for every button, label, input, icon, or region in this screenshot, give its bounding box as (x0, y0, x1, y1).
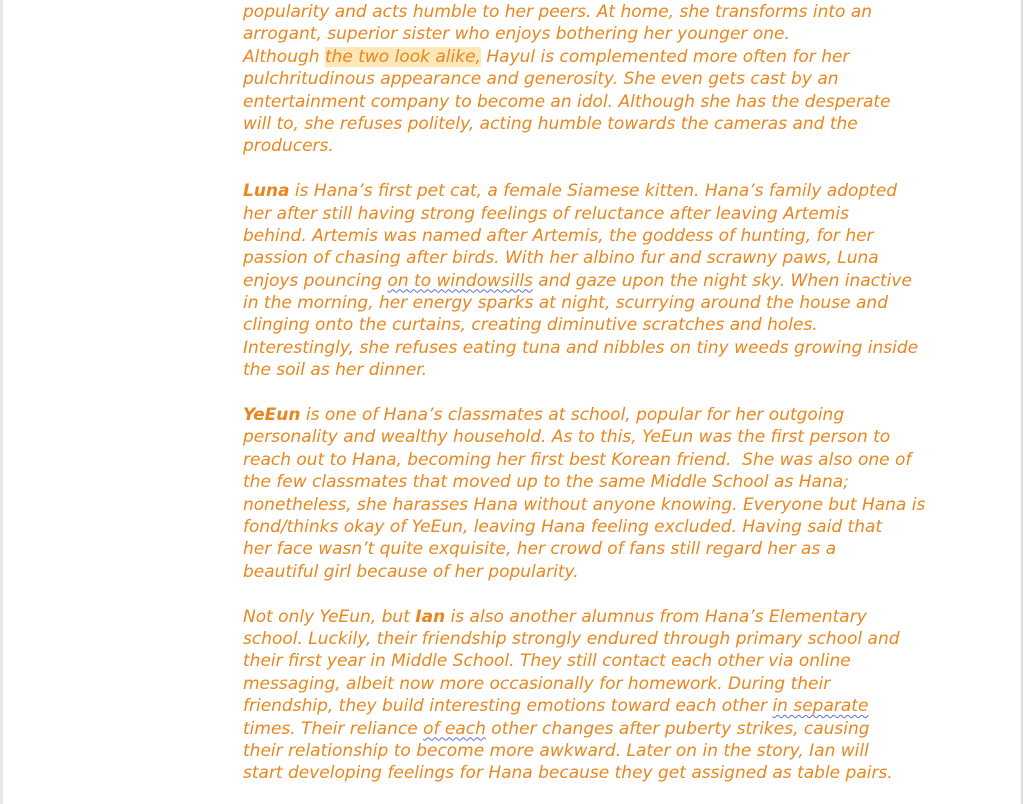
text-line: behind. Artemis was named after Artemis, the goddess of hunting, for her (243, 225, 874, 246)
paragraph-yeeun (243, 404, 926, 583)
grammar-flag[interactable]: on to windowsills (387, 270, 533, 291)
text-line (243, 606, 911, 628)
grammar-flag[interactable]: in separate (772, 696, 869, 717)
character-name: Ian (415, 606, 446, 627)
character-name: YeEun (243, 405, 301, 426)
paragraph-ian (243, 606, 911, 785)
text-line: producers. (243, 136, 334, 157)
highlighted-text: the two look alike, (324, 46, 481, 67)
character-name: Luna (243, 181, 290, 202)
text-line: beautiful girl because of her popularity. (243, 561, 579, 582)
text-line: Interestingly, she refuses eating tuna and nibbles on tiny weeds growing inside (243, 337, 919, 358)
text-line: messaging, albeit now more occasionally for homework. During their (243, 673, 831, 694)
text-line: nonetheless, she harasses Hana without anyone knowing. Everyone but Hana is (243, 494, 926, 515)
text-run: times. Their reliance (243, 718, 424, 739)
document-page[interactable] (243, 0, 926, 804)
text-line: the soil as her dinner. (243, 360, 428, 381)
paragraph-hayul (243, 1, 911, 158)
text-line: her after still having strong feelings of reluctance after leaving Artemis (243, 203, 849, 224)
text-line: entertainment company to become an idol. Although she has the desperate (243, 91, 891, 112)
text-line (243, 718, 911, 740)
text-line: pulchritudinous appearance and generosity. She even gets cast by an (243, 69, 839, 90)
text-run: Although (243, 46, 325, 67)
text-line: their first year in Middle School. They still contact each other via online (243, 651, 851, 672)
text-line: the few classmates that moved up to the same Middle School as Hana; (243, 472, 849, 493)
text-line: school. Luckily, their friendship strongly endured through primary school and (243, 628, 900, 649)
paragraph-luna (243, 180, 919, 382)
text-run: is also another alumnus from Hana’s Elementary (445, 606, 867, 627)
page-left-edge (0, 0, 3, 804)
text-run: enjoys pouncing (243, 270, 388, 291)
text-run: Hayul is complemented more often for her (480, 46, 850, 67)
text-line: fond/thinks okay of YeEun, leaving Hana feeling excluded. Having said that (243, 516, 883, 537)
text-line (243, 695, 911, 717)
text-line: their relationship to become more awkward. Later on in the story, Ian will (243, 740, 869, 761)
text-line: start developing feelings for Hana because they get assigned as table pairs. (243, 763, 893, 784)
text-line: popularity and acts humble to her peers. At home, she transforms into an (243, 2, 873, 22)
text-run: other changes after puberty strikes, causing (485, 718, 870, 739)
text-run: and gaze upon the night sky. When inactive (532, 270, 912, 291)
text-line (243, 404, 911, 426)
text-line: will to, she refuses politely, acting humble towards the cameras and the (243, 113, 858, 134)
text-run: is Hana’s first pet cat, a female Siamese kitten. Hana’s family adopted (289, 181, 898, 202)
text-line: her face wasn’t quite exquisite, her crowd of fans still regard her as a (243, 539, 837, 560)
text-run: is one of Hana’s classmates at school, popular for her outgoing (300, 405, 845, 426)
text-run: friendship, they build interesting emotions toward each other (243, 696, 773, 717)
text-line: in the morning, her energy sparks at night, scurrying around the house and (243, 293, 888, 314)
text-line (243, 270, 911, 292)
text-line (243, 180, 911, 202)
text-line: reach out to Hana, becoming her first best Korean friend. She was also one of (243, 449, 912, 470)
text-line: passion of chasing after birds. With her albino fur and scrawny paws, Luna (243, 248, 879, 269)
text-line (243, 46, 911, 68)
grammar-flag[interactable]: of each (423, 718, 486, 739)
text-line: arrogant, superior sister who enjoys bothering her younger one. (243, 24, 790, 45)
text-run: Not only YeEun, but (243, 606, 416, 627)
text-line: clinging onto the curtains, creating diminutive scratches and holes. (243, 315, 818, 336)
text-line: personality and wealthy household. As to this, YeEun was the first person to (243, 427, 891, 448)
